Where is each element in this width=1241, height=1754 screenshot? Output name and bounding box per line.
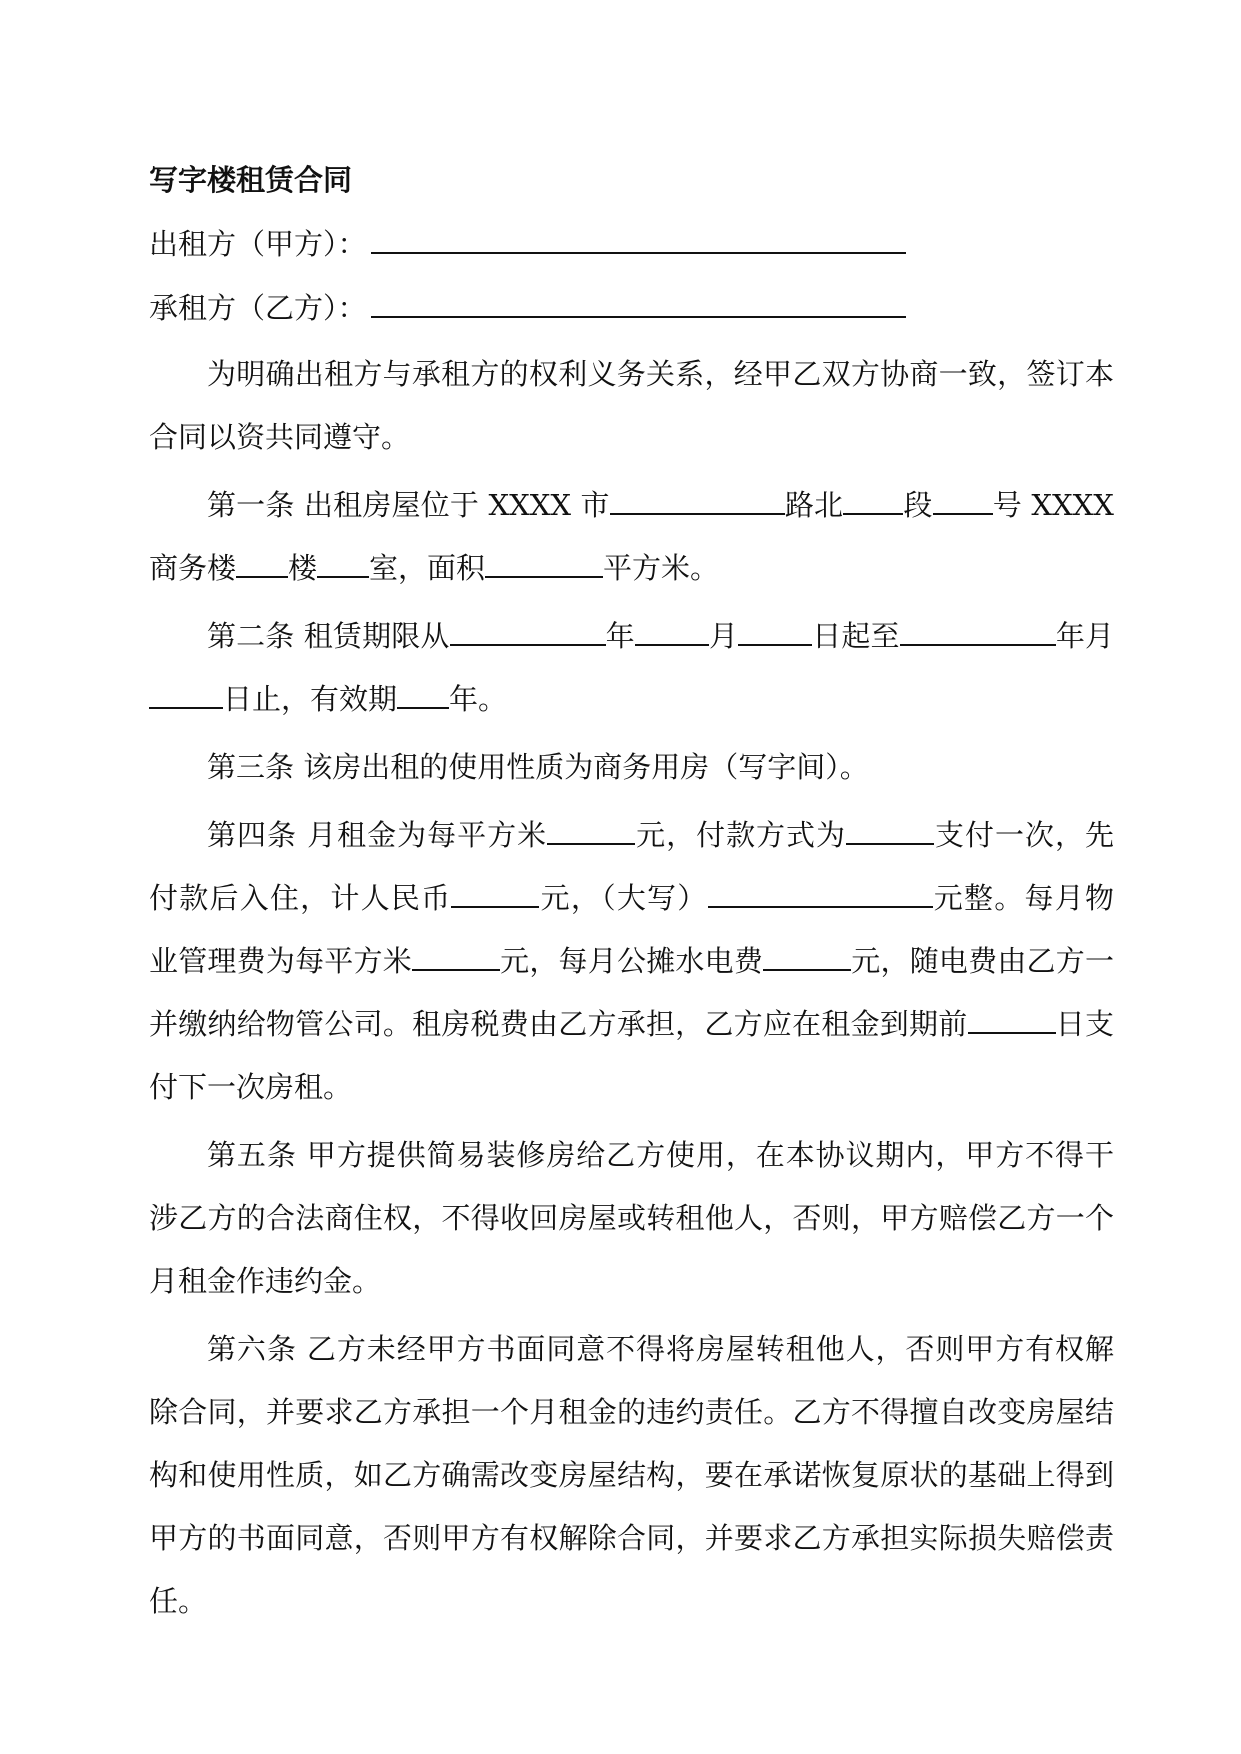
article-1-text-2: 路北 [784, 488, 844, 522]
article-1-text-3: 段 [903, 488, 933, 522]
article-4-text-6: 元，每月公摊水电费 [499, 944, 764, 978]
contract-body [149, 343, 1114, 1638]
blank-number [933, 483, 993, 515]
article-3: 第三条 该房出租的使用性质为商务用房（写字间）。 [207, 750, 869, 784]
blank-section [843, 483, 903, 515]
blank-end-year [900, 614, 1056, 646]
article-5: 第五条 甲方提供简易装修房给乙方使用，在本协议期内，甲方不得干涉乙方的合法商住权，不得收回房屋或转租他人，否则，甲方赔偿乙方一个月租金作违约金。 [149, 1138, 1114, 1298]
article-2-text-1: 第二条 租赁期限从 [207, 619, 450, 653]
blank-road [610, 483, 785, 515]
blank-start-month [635, 614, 709, 646]
blank-days-before [968, 1002, 1056, 1034]
blank-start-year [450, 614, 606, 646]
intro-paragraph: 为明确出租方与承租方的权利义务关系，经甲乙双方协商一致，签订本合同以资共同遵守。 [149, 357, 1114, 454]
lessee-line [149, 286, 906, 330]
lessee-blank [371, 288, 906, 318]
lessor-blank [371, 224, 906, 254]
lessor-label: 出租方（甲方）： [149, 227, 367, 261]
article-1-text-4: 号 XXXX 商务楼 [149, 488, 1114, 585]
article-2-text-3: 月 [708, 619, 739, 653]
article-4-text-4: 元，（大写） [539, 881, 708, 915]
blank-floor [236, 546, 288, 578]
article-1-text-1: 第一条 出租房屋位于 XXXX 市 [207, 488, 610, 522]
article-6: 第六条 乙方未经甲方书面同意不得将房屋转租他人，否则甲方有权解除合同，并要求乙方承担一个月租金的违约责任。乙方不得擅自改变房屋结构和使用性质，如乙方确需改变房屋结构，要在承诺恢复原状的基础上得到甲方的书面同意，否则甲方有权解除合同，并要求乙方承担实际损失赔偿责任。 [149, 1332, 1114, 1618]
article-2-text-6: 月 [1084, 619, 1114, 653]
article-2-text-5: 年 [1055, 619, 1085, 653]
article-4-text-5: 元整。每月物业管理费为每平方米 [149, 881, 1114, 978]
blank-utility-fee [763, 939, 851, 971]
blank-rmb-amount [451, 876, 539, 908]
article-2-text-7: 日止，有效期 [223, 682, 398, 716]
blank-room [317, 546, 369, 578]
blank-rent-per-sqm [547, 813, 635, 845]
article-2-text-8: 年。 [449, 682, 508, 716]
article-1-text-5: 楼 [288, 551, 318, 585]
article-2-text-2: 年 [605, 619, 635, 653]
blank-term-years [397, 677, 449, 709]
blank-end-day [149, 677, 223, 709]
blank-management-fee [412, 939, 500, 971]
article-1 [149, 474, 1114, 600]
blank-start-day [738, 614, 812, 646]
blank-payment-method [846, 813, 934, 845]
blank-amount-in-words [708, 876, 933, 908]
article-4 [149, 804, 1114, 1119]
blank-area [485, 546, 603, 578]
lessor-line [149, 222, 906, 266]
article-2-text-4: 日起至 [812, 619, 900, 653]
article-4-text-8: 日支付下一次房租。 [149, 1007, 1114, 1104]
article-1-text-6: 室，面积 [369, 551, 486, 585]
document-title: 写字楼租赁合同 [149, 163, 353, 197]
article-4-text-1: 第四条 月租金为每平方米 [207, 818, 548, 852]
article-4-text-7: 元，随电费由乙方一并缴纳给物管公司。租房税费由乙方承担，乙方应在租金到期前 [149, 944, 1114, 1041]
article-4-text-3: 支付一次，先付款后入住，计人民币 [149, 818, 1114, 915]
article-4-text-2: 元，付款方式为 [635, 818, 847, 852]
lessee-label: 承租方（乙方）： [149, 291, 367, 325]
article-2 [149, 605, 1114, 731]
article-1-text-7: 平方米。 [603, 551, 720, 585]
